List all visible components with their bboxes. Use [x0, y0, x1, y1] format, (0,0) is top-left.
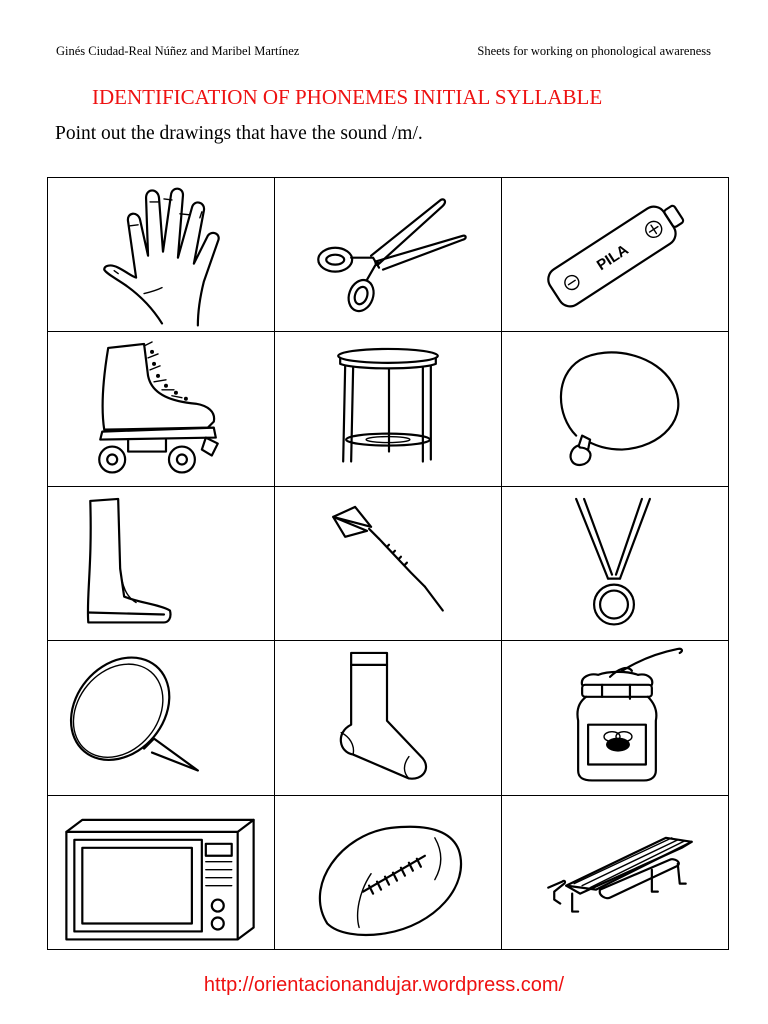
grid-cell-scissors[interactable]	[275, 178, 502, 332]
roller-skate-icon	[48, 332, 274, 485]
grid-cell-hand[interactable]	[48, 178, 275, 332]
header-authors: Ginés Ciudad-Real Núñez and Maribel Martínez	[56, 44, 300, 58]
grid-cell-football[interactable]	[275, 796, 502, 950]
page-title: IDENTIFICATION OF PHONEMES INITIAL SYLLABLE	[92, 85, 603, 109]
grid-cell-microwave[interactable]	[48, 796, 275, 950]
balloon-icon	[502, 332, 728, 485]
medal-icon	[502, 487, 728, 640]
grid-cell-dart[interactable]	[275, 487, 502, 641]
battery-label: PILA	[593, 241, 632, 275]
grid-cell-sock[interactable]	[275, 641, 502, 795]
grid-cell-roller-skate[interactable]	[48, 332, 275, 486]
honey-jar-icon	[502, 641, 728, 794]
grid-cell-boot[interactable]	[48, 487, 275, 641]
grid-cell-push-pin[interactable]	[48, 641, 275, 795]
header-series: Sheets for working on phonological awareness	[477, 44, 711, 58]
boot-icon	[48, 487, 274, 640]
grid-cell-balloon[interactable]	[502, 332, 729, 486]
grid-cell-bench[interactable]	[502, 796, 729, 950]
dart-icon	[275, 487, 501, 640]
battery-icon	[502, 178, 728, 331]
sock-icon	[275, 641, 501, 794]
scissors-icon	[275, 178, 501, 331]
grid-cell-battery[interactable]	[502, 178, 729, 332]
side-table-icon	[275, 332, 501, 485]
hand-icon	[48, 178, 274, 331]
bench-icon	[502, 796, 728, 949]
picture-grid	[47, 177, 729, 950]
grid-cell-medal[interactable]	[502, 487, 729, 641]
push-pin-icon	[48, 641, 274, 794]
grid-cell-side-table[interactable]	[275, 332, 502, 486]
football-icon	[275, 796, 501, 949]
grid-cell-honey-jar[interactable]	[502, 641, 729, 795]
microwave-icon	[48, 796, 274, 949]
footer-link[interactable]: http://orientacionandujar.wordpress.com/	[203, 974, 565, 996]
instruction-text: Point out the drawings that have the sound /m/.	[55, 123, 423, 144]
